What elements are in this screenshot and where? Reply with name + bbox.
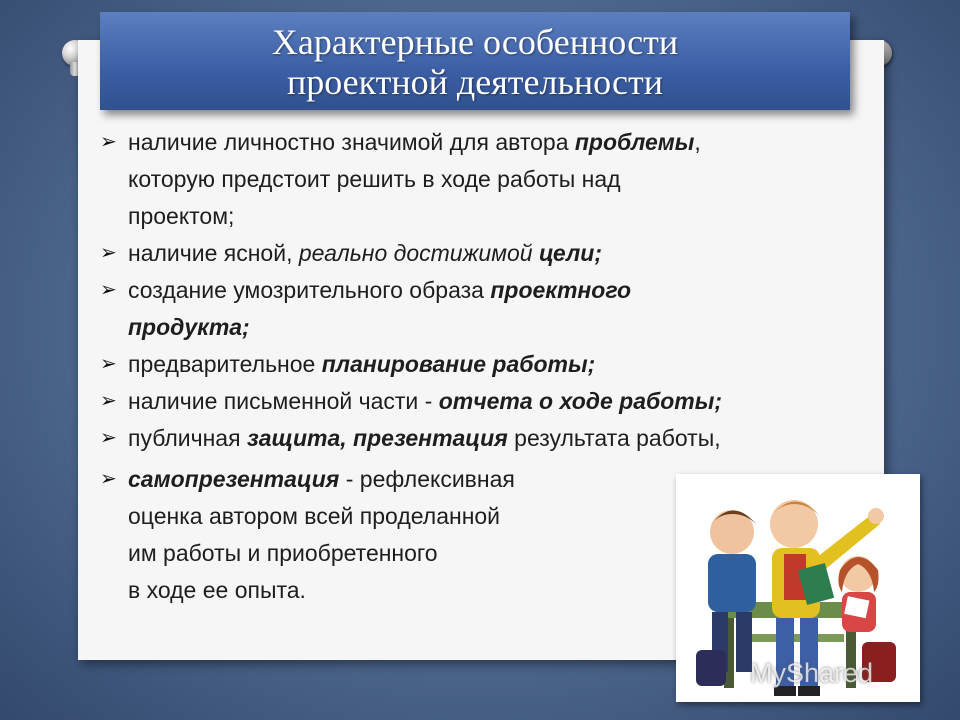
bullet-line — [128, 124, 880, 161]
bullet-item — [100, 420, 880, 457]
text-run: , — [694, 129, 701, 155]
slide-title-line1: Характерные особенности — [271, 22, 679, 62]
text-run: наличие письменной части - — [128, 388, 439, 414]
text-run: продукта; — [128, 314, 250, 340]
bullet-item — [100, 272, 880, 346]
text-run: защита, презентация — [246, 425, 508, 451]
bullet-line — [128, 161, 880, 198]
text-run: планирование работы; — [321, 351, 596, 377]
text-run: - рефлексивная — [339, 466, 515, 492]
text-run: проблемы — [574, 129, 695, 155]
bullet-line — [128, 309, 880, 346]
arrow-bullet-icon: ➢ — [100, 131, 117, 153]
watermark: MyShared — [750, 658, 874, 688]
bullet-line — [128, 272, 880, 309]
arrow-bullet-icon: ➢ — [100, 279, 117, 301]
bullet-line — [128, 235, 880, 272]
text-run: в ходе ее опыта. — [128, 577, 306, 603]
text-run: которую предстоит решить в ходе работы над — [128, 166, 621, 192]
arrow-bullet-icon: ➢ — [100, 468, 117, 490]
bullet-item — [100, 346, 880, 383]
arrow-bullet-icon: ➢ — [100, 353, 117, 375]
text-run: реально достижимой — [298, 240, 539, 266]
text-run: создание умозрительного образа — [128, 277, 491, 303]
text-run: наличие ясной, — [128, 240, 299, 266]
slide-title-line2: проектной деятельности — [286, 62, 664, 102]
slide-title — [100, 12, 850, 110]
text-run: наличие личностно значимой для автора — [128, 129, 575, 155]
bullet-item — [100, 383, 880, 420]
text-run: им работы и приобретенного — [128, 540, 438, 566]
bullet-item — [100, 124, 880, 235]
bullet-line — [128, 383, 880, 420]
text-run: публичная — [128, 425, 247, 451]
text-run: результата работы, — [507, 425, 721, 451]
arrow-bullet-icon: ➢ — [100, 427, 117, 449]
text-run: самопрезентация — [128, 466, 340, 492]
bullet-line — [128, 346, 880, 383]
bullet-line — [128, 198, 880, 235]
bullet-line — [128, 420, 880, 457]
text-run: проектом; — [128, 203, 235, 229]
text-run: оценка автором всей проделанной — [128, 503, 501, 529]
arrow-bullet-icon: ➢ — [100, 390, 117, 412]
bullet-item — [100, 235, 880, 272]
text-run: предварительное — [128, 351, 322, 377]
arrow-bullet-icon: ➢ — [100, 242, 117, 264]
text-run: цели; — [538, 240, 603, 266]
text-run: отчета о ходе работы; — [438, 388, 723, 414]
text-run: проектного — [490, 277, 632, 303]
